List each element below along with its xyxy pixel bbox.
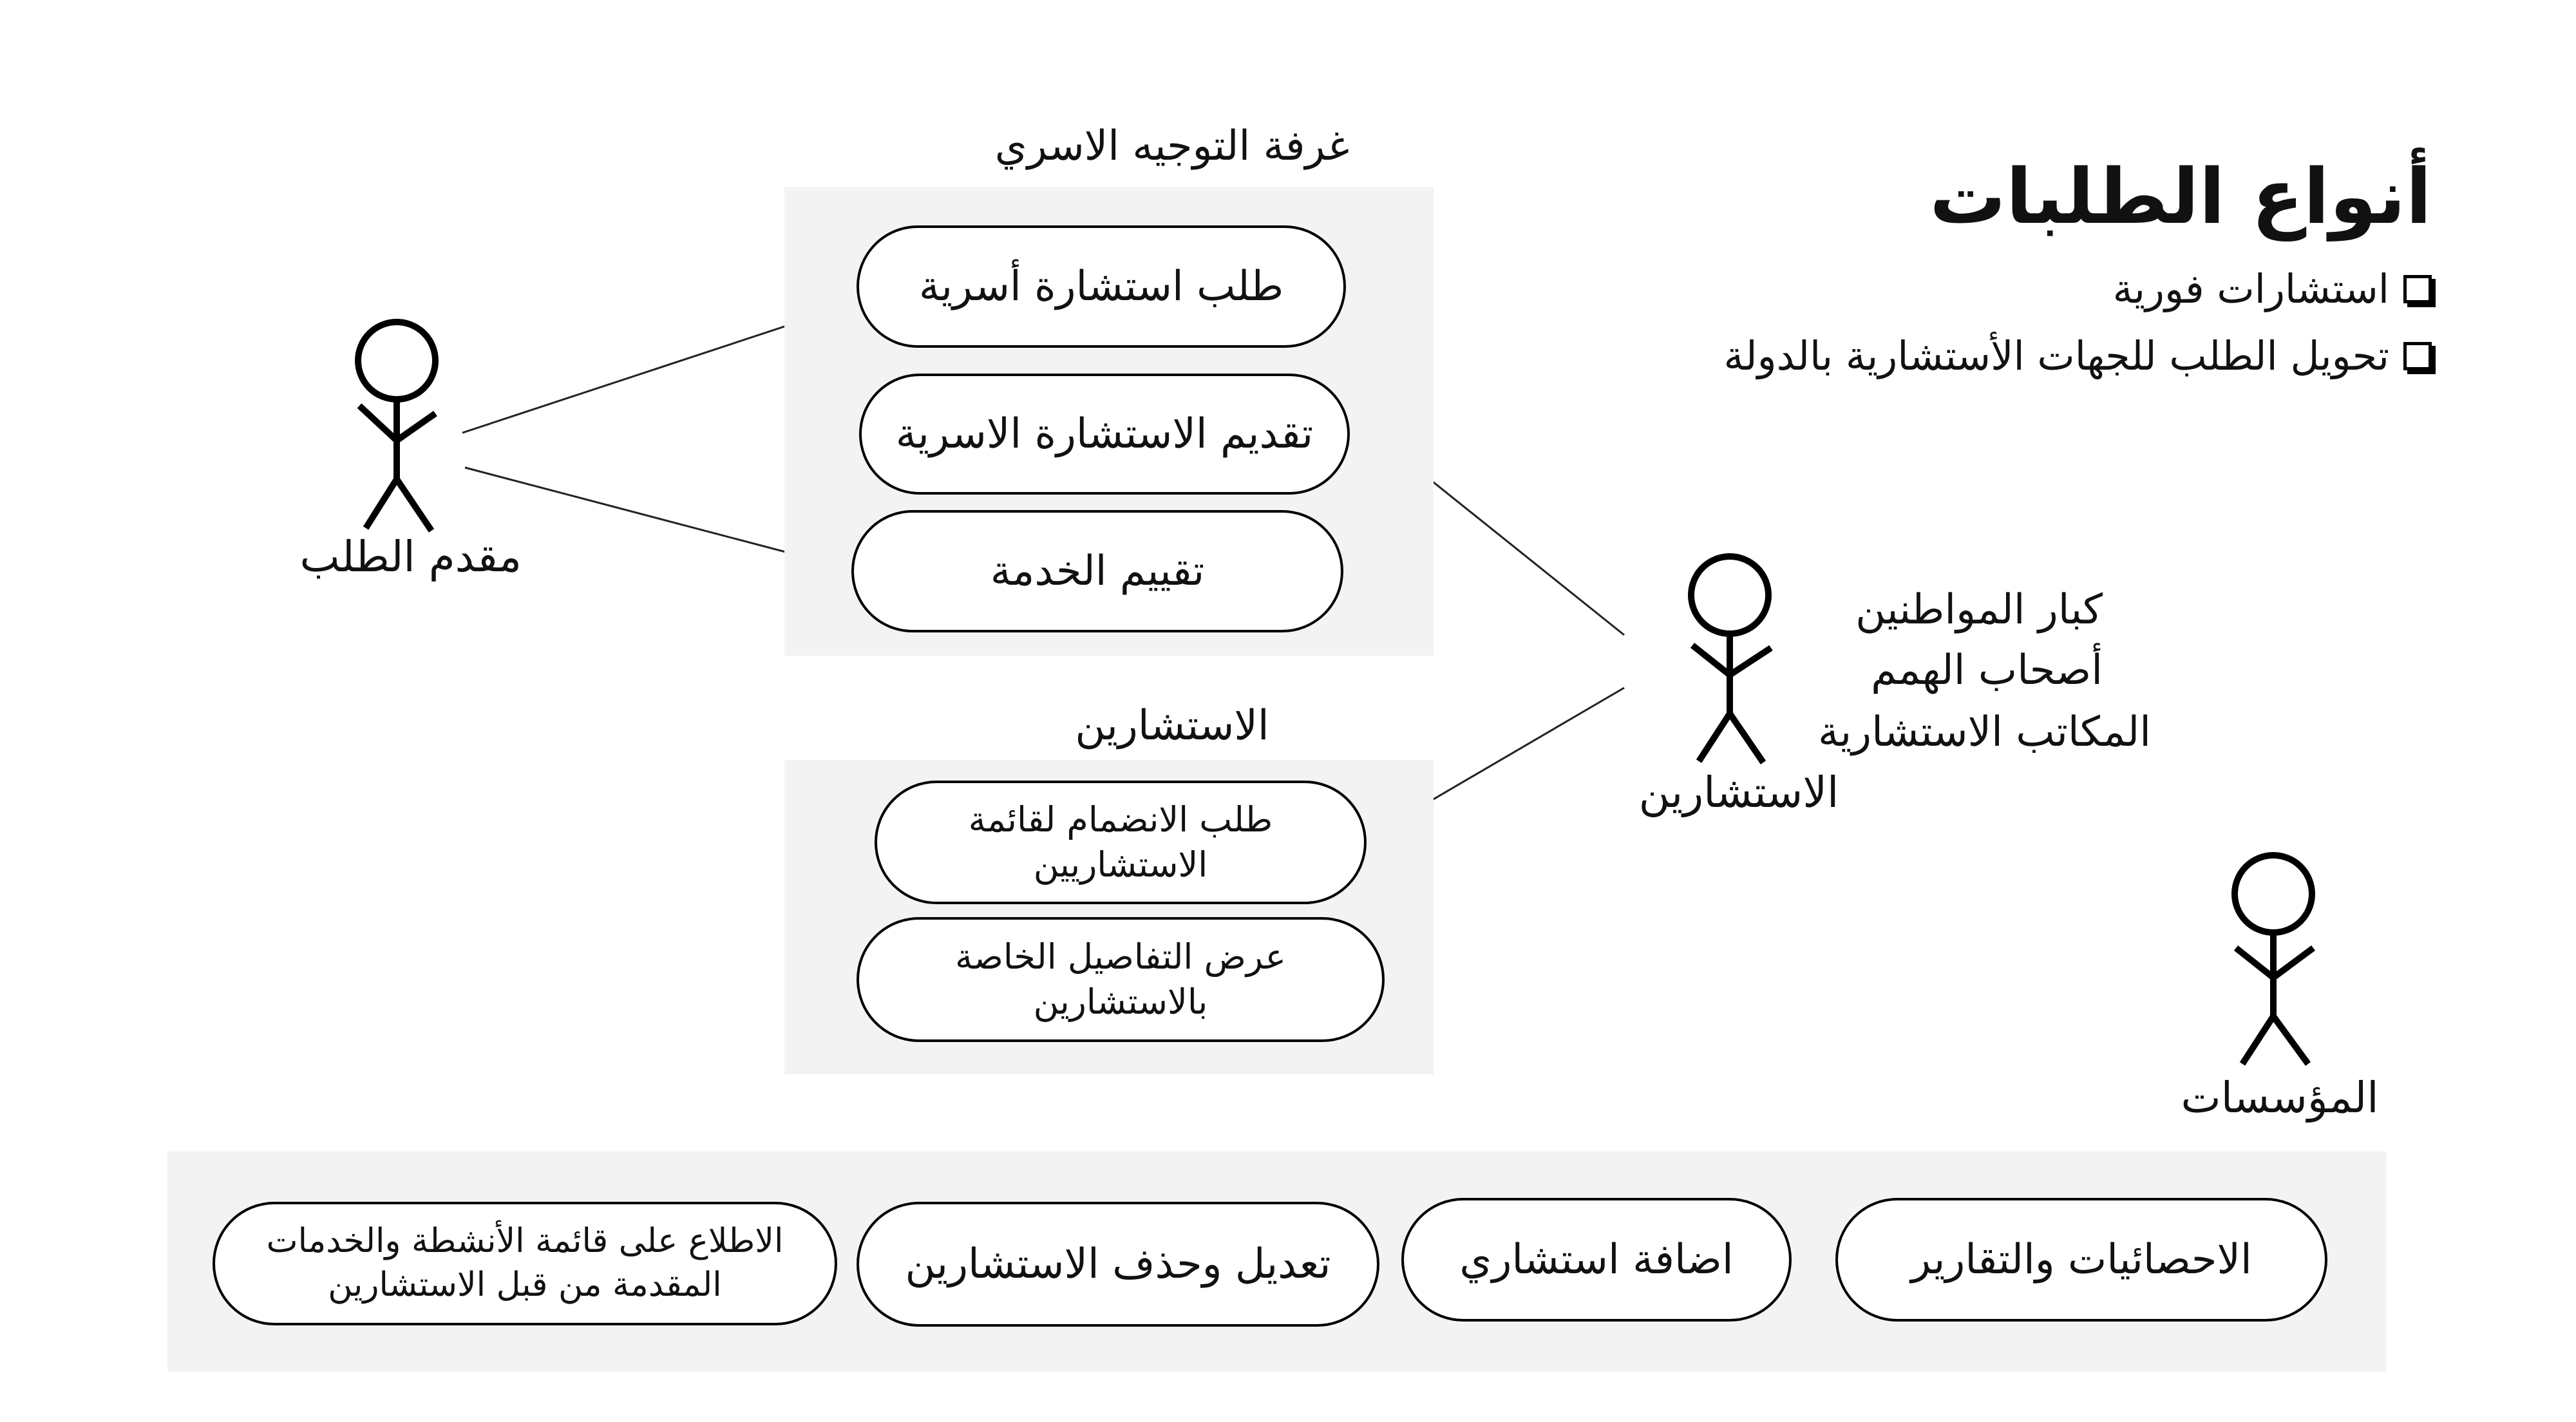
legend-title: أنواع الطلبات xyxy=(1929,152,2432,241)
usecase-label: تقييم الخدمة xyxy=(990,547,1205,595)
checkbox-icon xyxy=(2403,275,2432,303)
usecase-provide-family-consultation[interactable] xyxy=(859,374,1350,495)
legend-item-transfer xyxy=(1723,332,2432,379)
usecase-label-line: الاستشاريين xyxy=(1033,844,1208,885)
usecase-label-line: طلب الانضمام لقائمة xyxy=(968,799,1273,840)
stick-figure-icon xyxy=(335,318,464,537)
actor-label-requester: مقدم الطلب xyxy=(299,532,522,582)
actor-label-institutions: المؤسسات xyxy=(2181,1073,2379,1123)
usecase-view-consultant-details[interactable] xyxy=(857,917,1385,1042)
group-title-consultants: الاستشارين xyxy=(1075,702,1269,750)
consultant-type-consulting-offices: المكاتب الاستشارية xyxy=(1818,708,2151,756)
usecase-label: طلب استشارة أسرية xyxy=(918,263,1284,310)
checkbox-icon xyxy=(2403,342,2432,370)
usecase-request-family-consultation[interactable] xyxy=(857,225,1346,348)
usecase-label: تقديم الاستشارة الاسرية xyxy=(895,410,1314,458)
group-title-family-room: غرفة التوجيه الاسري xyxy=(994,122,1350,170)
usecase-label-line: بالاستشارين xyxy=(1033,981,1208,1022)
legend-item-label: استشارات فورية xyxy=(2112,265,2389,312)
consultant-type-people-of-determination: أصحاب الهمم xyxy=(1871,647,2103,694)
legend-item-label: تحويل الطلب للجهات الأستشارية بالدولة xyxy=(1723,332,2389,379)
usecase-label: تعديل وحذف الاستشارين xyxy=(905,1240,1331,1288)
usecase-label: الاحصائيات والتقارير xyxy=(1911,1236,2252,1284)
actor-label-consultants: الاستشارين xyxy=(1638,768,1839,817)
consultant-type-senior-citizens: كبار المواطنين xyxy=(1855,586,2103,634)
usecase-label-line: الاطلاع على قائمة الأنشطة والخدمات xyxy=(266,1222,784,1261)
usecase-service-evaluation[interactable] xyxy=(851,510,1343,632)
usecase-edit-delete-consultants[interactable] xyxy=(857,1202,1379,1327)
usecase-view-activities-services[interactable] xyxy=(213,1202,837,1325)
legend-item-instant xyxy=(2113,265,2432,312)
usecase-join-consultants-list[interactable] xyxy=(875,781,1367,904)
usecase-label-line: المقدمة من قبل الاستشارين xyxy=(328,1266,722,1304)
usecase-add-consultant[interactable] xyxy=(1401,1198,1792,1322)
stick-figure-icon xyxy=(1668,553,1797,772)
usecase-label: اضافة استشاري xyxy=(1459,1236,1734,1284)
stick-figure-icon xyxy=(2211,851,2340,1070)
usecase-statistics-reports[interactable] xyxy=(1835,1198,2327,1322)
usecase-label-line: عرض التفاصيل الخاصة xyxy=(955,936,1286,977)
